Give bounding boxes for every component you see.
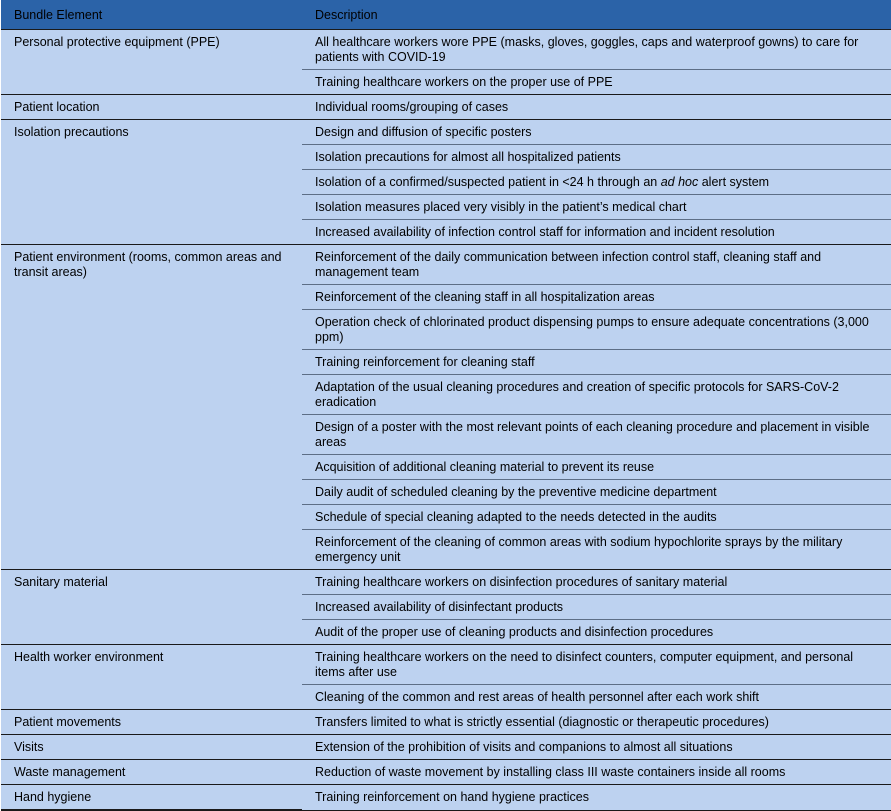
bundle-element-cell: Waste management xyxy=(1,760,302,785)
description-cell xyxy=(302,145,891,170)
description-cell xyxy=(302,70,891,95)
description-cell xyxy=(302,570,891,595)
table-row xyxy=(1,760,891,785)
table-row xyxy=(1,120,891,145)
bundle-element-cell: Patient location xyxy=(1,95,302,120)
description-cell xyxy=(302,195,891,220)
description-cell xyxy=(302,760,891,785)
description-cell xyxy=(302,620,891,645)
bundle-element-cell: Personal protective equipment (PPE) xyxy=(1,30,302,95)
description-text: Reinforcement of the cleaning of common areas with sodium hypochlorite sprays by the military emergency unit xyxy=(315,535,843,564)
bundle-table xyxy=(1,0,891,811)
description-cell xyxy=(302,455,891,480)
table-row xyxy=(1,95,891,120)
bundle-element-cell: Visits xyxy=(1,735,302,760)
description-text: Design of a poster with the most relevant points of each cleaning procedure and placement in visible areas xyxy=(315,420,870,449)
description-cell xyxy=(302,415,891,455)
bundle-element-cell: Isolation precautions xyxy=(1,120,302,245)
description-text: Training reinforcement on hand hygiene practices xyxy=(315,790,589,804)
description-text: Increased availability of infection control staff for information and incident resolution xyxy=(315,225,775,239)
description-text: Design and diffusion of specific posters xyxy=(315,125,532,139)
description-cell xyxy=(302,95,891,120)
description-text: Training healthcare workers on the proper use of PPE xyxy=(315,75,613,89)
description-text: Schedule of special cleaning adapted to the needs detected in the audits xyxy=(315,510,717,524)
bundle-element-cell: Patient movements xyxy=(1,710,302,735)
table-row xyxy=(1,30,891,70)
table-row xyxy=(1,570,891,595)
description-text: Training healthcare workers on disinfection procedures of sanitary material xyxy=(315,575,728,589)
table-row xyxy=(1,785,891,811)
table-row xyxy=(1,245,891,285)
description-cell xyxy=(302,595,891,620)
description-cell xyxy=(302,30,891,70)
description-cell xyxy=(302,480,891,505)
description-cell xyxy=(302,350,891,375)
description-cell xyxy=(302,120,891,145)
description-text: Adaptation of the usual cleaning procedures and creation of specific protocols for SARS-CoV-2 eradication xyxy=(315,380,839,409)
description-text: Training reinforcement for cleaning staff xyxy=(315,355,535,369)
description-cell xyxy=(302,505,891,530)
bundle-element-cell: Patient environment (rooms, common areas and transit areas) xyxy=(1,245,302,570)
description-text: alert system xyxy=(698,175,770,189)
header-row xyxy=(1,0,891,30)
description-cell xyxy=(302,310,891,350)
description-text: Reduction of waste movement by installing class III waste containers inside all rooms xyxy=(315,765,786,779)
description-text: Isolation precautions for almost all hospitalized patients xyxy=(315,150,621,164)
description-cell xyxy=(302,710,891,735)
description-cell xyxy=(302,245,891,285)
table-row xyxy=(1,735,891,760)
table-row xyxy=(1,645,891,685)
description-text: Reinforcement of the daily communication between infection control staff, cleaning staff and management team xyxy=(315,250,822,279)
description-text: Extension of the prohibition of visits and companions to almost all situations xyxy=(315,740,733,754)
description-text: Audit of the proper use of cleaning products and disinfection procedures xyxy=(315,625,714,639)
description-cell xyxy=(302,785,891,811)
description-cell xyxy=(302,530,891,570)
description-italic-text: ad hoc xyxy=(660,175,699,189)
description-text: Training healthcare workers on the need to disinfect counters, computer equipment, and personal items after use xyxy=(315,650,854,679)
table-body xyxy=(1,30,891,811)
description-cell xyxy=(302,170,891,195)
description-text: Individual rooms/grouping of cases xyxy=(315,100,509,114)
description-text: Isolation of a confirmed/suspected patient in <24 h through an xyxy=(315,175,661,189)
description-text: Isolation measures placed very visibly in the patient’s medical chart xyxy=(315,200,687,214)
description-cell xyxy=(302,685,891,710)
description-cell xyxy=(302,645,891,685)
bundle-element-cell: Hand hygiene xyxy=(1,785,302,811)
description-text: Daily audit of scheduled cleaning by the preventive medicine department xyxy=(315,485,717,499)
description-cell xyxy=(302,375,891,415)
bundle-element-cell: Sanitary material xyxy=(1,570,302,645)
header-bundle-element: Bundle Element xyxy=(1,0,302,30)
description-text: Operation check of chlorinated product dispensing pumps to ensure adequate concentrations (3,000 ppm) xyxy=(315,315,869,344)
table-row xyxy=(1,710,891,735)
description-text: Transfers limited to what is strictly essential (diagnostic or therapeutic procedures) xyxy=(315,715,769,729)
bundle-element-cell: Health worker environment xyxy=(1,645,302,710)
description-text: Increased availability of disinfectant products xyxy=(315,600,564,614)
description-text: Acquisition of additional cleaning material to prevent its reuse xyxy=(315,460,655,474)
description-cell xyxy=(302,285,891,310)
description-text: Reinforcement of the cleaning staff in all hospitalization areas xyxy=(315,290,655,304)
description-text: Cleaning of the common and rest areas of health personnel after each work shift xyxy=(315,690,760,704)
description-cell xyxy=(302,735,891,760)
description-text: All healthcare workers wore PPE (masks, gloves, goggles, caps and waterproof gowns) to care for patients with COVID-19 xyxy=(315,35,859,64)
header-description: Description xyxy=(302,0,891,30)
description-cell xyxy=(302,220,891,245)
